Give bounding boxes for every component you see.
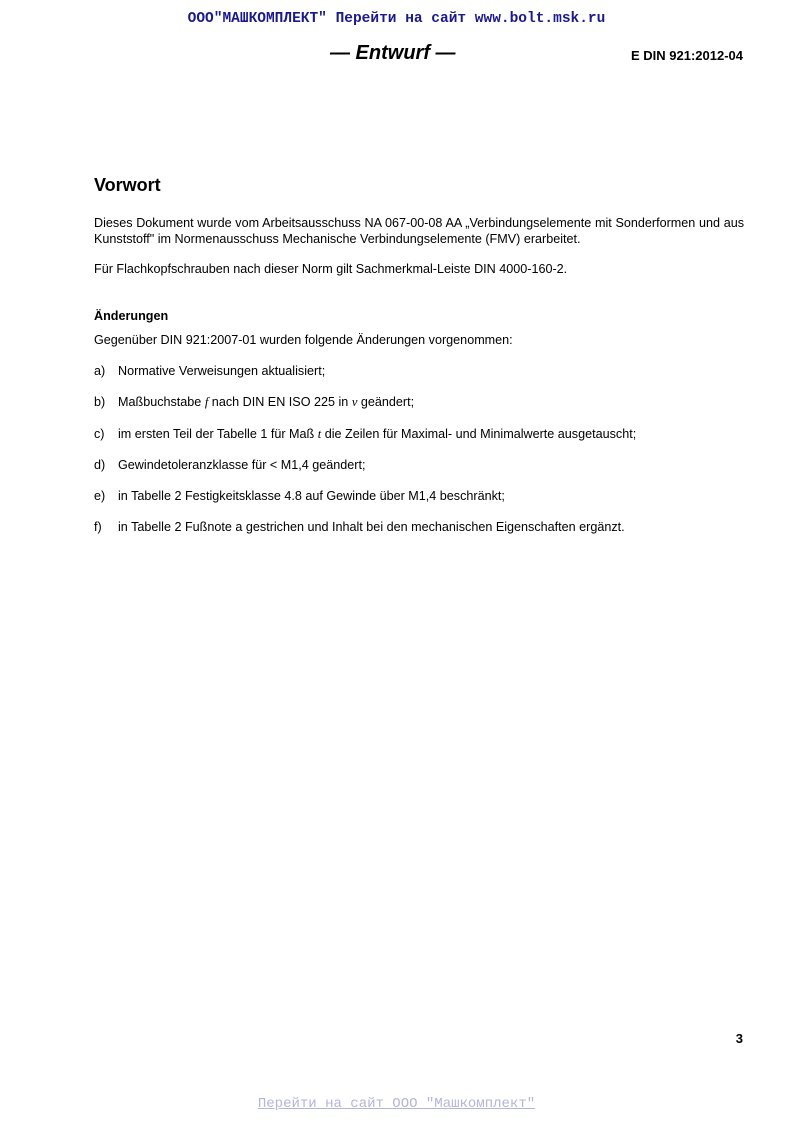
list-marker: d) — [94, 457, 106, 472]
change-item-e — [94, 489, 744, 520]
changes-list — [94, 364, 744, 552]
section-title-foreword: Vorwort — [94, 175, 161, 195]
change-text: in Tabelle 2 Festigkeitsklasse 4.8 auf Gewinde über M1,4 beschränkt; — [118, 489, 505, 504]
foreword-paragraph-2: Für Flachkopfschrauben nach dieser Norm gilt Sachmerkmal-Leiste DIN 4000-160-2. — [94, 262, 568, 276]
changes-intro: Gegenüber DIN 921:2007-01 wurden folgende Änderungen vorgenommen: — [94, 333, 513, 347]
change-item-c — [94, 427, 744, 458]
change-text: Gewindetoleranzklasse für < M1,4 geändert; — [118, 457, 366, 472]
change-item-b — [94, 395, 744, 426]
text-segment: Maßbuchstabe — [118, 395, 205, 410]
text-segment: im ersten Teil der Tabelle 1 für Maß — [118, 426, 318, 441]
list-marker: c) — [94, 426, 105, 441]
footer-site-link[interactable]: Перейти на сайт ООО "Машкомплект" — [257, 1096, 536, 1112]
list-marker: a) — [94, 364, 106, 378]
change-item-d — [94, 458, 744, 489]
foreword-paragraph-1: Dieses Dokument wurde vom Arbeitsausschuss NA 067-00-08 AA „Verbindungselemente mit Sonderformen und aus Kunststoff" im Normenausschuss Mechanische Verbindungselemente (FMV) erarbeitet. — [94, 216, 744, 246]
header-site-link[interactable]: ООО"МАШКОМПЛЕКТ" Перейти на сайт www.bolt.msk.ru — [187, 11, 606, 27]
change-text — [118, 395, 414, 411]
symbol-v: v — [351, 395, 358, 410]
list-marker: b) — [94, 395, 106, 410]
text-segment: geändert; — [357, 395, 415, 410]
text-segment: die Zeilen für Maximal- und Minimalwerte ausgetauscht; — [321, 426, 637, 441]
page-number: 3 — [735, 1031, 743, 1046]
text-segment: nach DIN EN ISO 225 in — [208, 395, 352, 410]
document-id: E DIN 921:2012-04 — [630, 48, 743, 63]
list-marker: f) — [94, 520, 102, 535]
change-text — [118, 427, 636, 443]
change-text: Normative Verweisungen aktualisiert; — [118, 364, 326, 378]
list-marker: e) — [94, 489, 106, 504]
change-text: in Tabelle 2 Fußnote a gestrichen und Inhalt bei den mechanischen Eigenschaften ergänzt. — [118, 520, 625, 535]
draft-mark: — Entwurf — — [330, 42, 456, 64]
symbol-t: t — [317, 426, 322, 441]
changes-heading: Änderungen — [94, 309, 169, 323]
symbol-f: f — [204, 395, 209, 410]
change-item-a — [94, 364, 744, 395]
change-item-f — [94, 520, 744, 551]
